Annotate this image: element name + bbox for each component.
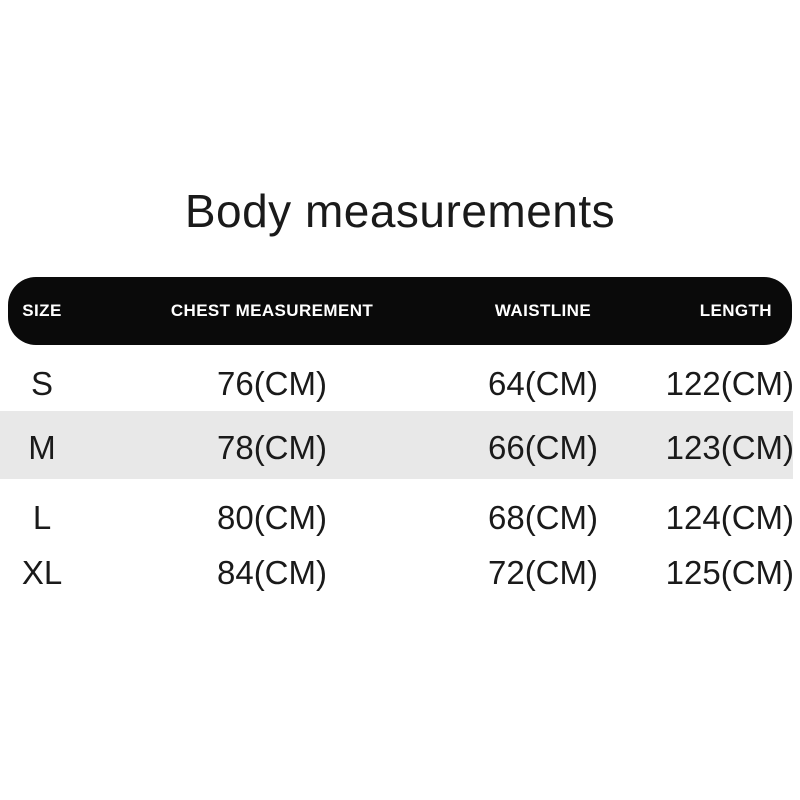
cell-size: XL [21, 554, 63, 591]
cell-length: 125(CM) [665, 554, 794, 591]
cell-chest: 76(CM) [216, 365, 327, 402]
cell-size: S [30, 365, 53, 402]
header-cell-length: LENGTH [699, 301, 772, 320]
cell-length: 122(CM) [665, 365, 794, 402]
cell-waistline: 64(CM) [487, 365, 598, 402]
cell-chest: 80(CM) [216, 498, 327, 536]
table-row-xl [0, 549, 800, 597]
table-row-m [0, 411, 800, 479]
cell-waistline: 66(CM) [487, 428, 598, 466]
header-cell-waistline: WAISTLINE [494, 301, 592, 320]
cell-size: M [28, 428, 56, 466]
size-chart [0, 277, 800, 597]
cell-chest: 78(CM) [216, 428, 327, 466]
cell-waistline: 68(CM) [487, 498, 598, 536]
cell-waistline: 72(CM) [487, 554, 598, 591]
cell-length: 123(CM) [665, 428, 794, 466]
size-chart-header [0, 277, 800, 345]
cell-size: L [32, 498, 52, 536]
table-row-s [0, 345, 800, 411]
header-cell-size: SIZE [22, 301, 62, 320]
cell-chest: 84(CM) [216, 554, 327, 591]
table-row-l [0, 479, 800, 549]
header-cell-chest-measurement: CHEST MEASUREMENT [170, 301, 374, 320]
page-title: Body measurements [184, 185, 616, 237]
cell-length: 124(CM) [665, 498, 794, 536]
